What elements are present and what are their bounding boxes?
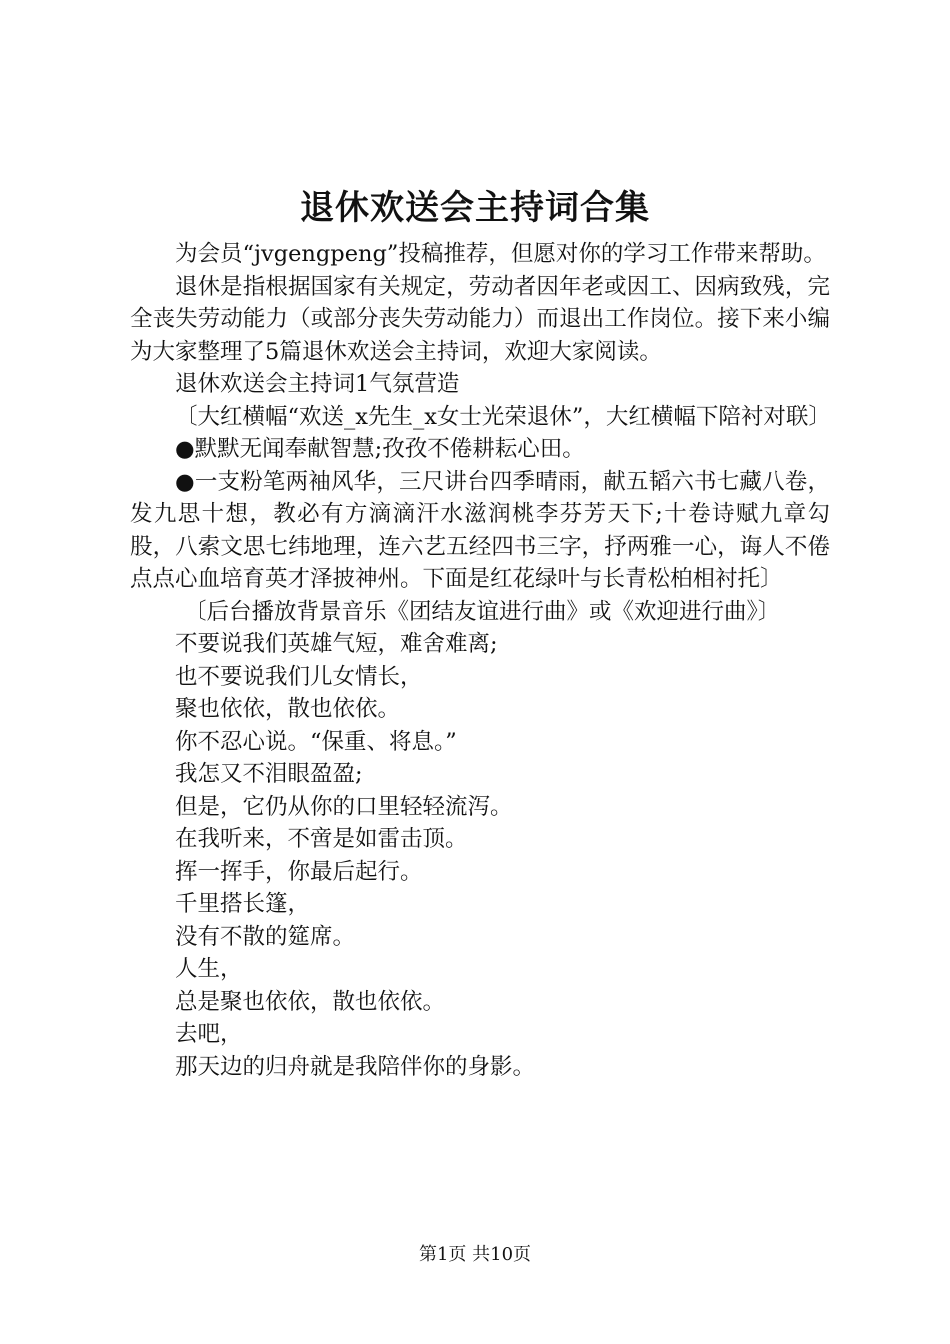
poem-line: 也不要说我们儿女情长， [175, 663, 423, 690]
paragraph-couplet-2: ●一支粉笔两袖风华，三尺讲台四季晴雨，献五韬六书七藏八卷，发九思十想，教必有方滴滴汗水滋润桃李芬芳天下;十卷诗赋九章勾股，八索文思七纬地理，连六艺五经四书三字，抒两雅一心，诲人不倦点点心血培育英才泽披神州。下面是红花绿叶与长青松柏相衬托〕 [130, 468, 830, 592]
paragraph-intro: 为会员“jvgengpeng”投稿推荐，但愿对你的学习工作带来帮助。 [175, 241, 826, 267]
poem-line: 人生， [175, 956, 243, 982]
paragraph-music: 〔后台播放背景音乐《团结友谊进行曲》或《欢迎进行曲》〕 [184, 598, 781, 625]
poem-line: 总是聚也依依，散也依依。 [175, 988, 446, 1015]
poem-line: 去吧， [175, 1021, 243, 1047]
poem-line: 聚也依依，散也依依。 [175, 696, 401, 722]
section-heading: 退休欢送会主持词1气氛营造 [175, 371, 460, 397]
poem-line: 但是，它仍从你的口里轻轻流泻。 [175, 793, 513, 820]
poem-line: 不要说我们英雄气短，难舍难离; [175, 631, 498, 657]
poem-line: 你不忍心说。“保重、将息。” [175, 728, 457, 755]
poem-line: 在我听来，不啻是如雷击顶。 [175, 826, 468, 852]
document-title: 退休欢送会主持词合集 [300, 188, 650, 228]
paragraph-couplet-1: ●默默无闻奉献智慧;孜孜不倦耕耘心田。 [175, 436, 585, 462]
paragraph-definition: 退休是指根据国家有关规定，劳动者因年老或因工、因病致残，完全丧失劳动能力（或部分丧失劳动能力）而退出工作岗位。接下来小编为大家整理了5篇退休欢送会主持词，欢迎大家阅读。 [130, 273, 830, 365]
paragraph-banner: 〔大红横幅“欢送_x先生_x女士光荣退休”，大红横幅下陪衬对联〕 [175, 403, 831, 430]
page-footer: 第1页 共10页 [418, 1244, 532, 1265]
poem-line: 我怎又不泪眼盈盈; [175, 761, 363, 787]
poem-line: 那天边的归舟就是我陪伴你的身影。 [175, 1053, 536, 1080]
poem-line: 挥一挥手，你最后起行。 [175, 858, 423, 885]
poem [130, 628, 830, 1083]
poem-line: 千里搭长篷， [175, 891, 311, 917]
poem-line: 没有不散的筵席。 [175, 923, 356, 950]
document-body [130, 238, 830, 1083]
